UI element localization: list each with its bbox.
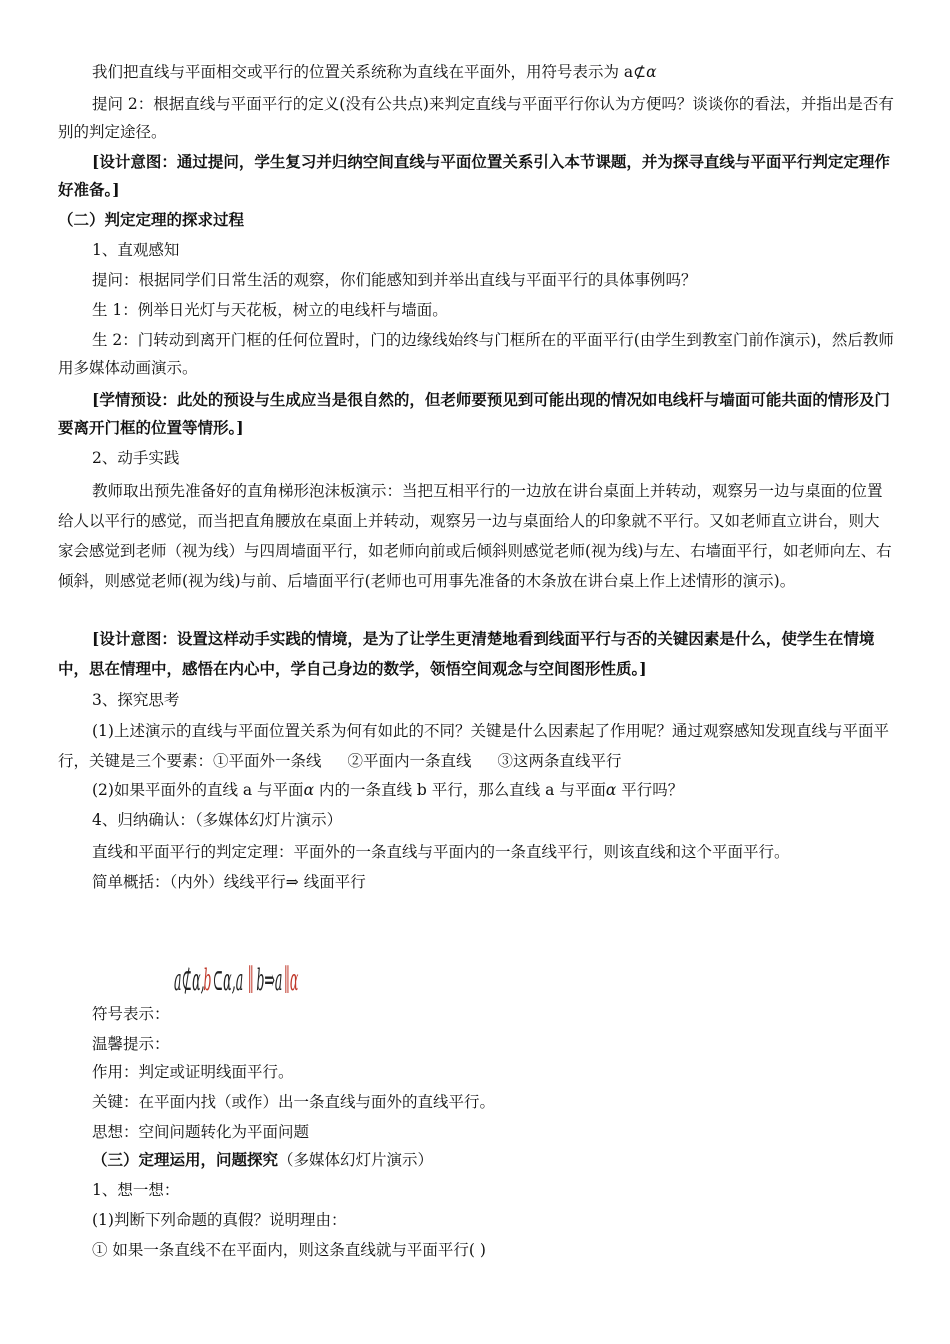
step-1-title: 1、直观感知 xyxy=(92,241,180,259)
section-3-heading: （三）定理运用，问题探究（多媒体幻灯片演示） xyxy=(92,1150,434,1169)
think-question: (1)判断下列命题的真假？说明理由： xyxy=(92,1211,347,1229)
element-1: ①平面外一条线 xyxy=(213,752,322,770)
simple-summary: 简单概括：（内外）线线平行⇒ 线面平行 xyxy=(92,873,366,891)
svg-text:∥: ∥ xyxy=(247,963,254,998)
theorem-formula-image xyxy=(172,958,312,1006)
design-intent-1: [设计意图：通过提问，学生复习并归纳空间直线与平面位置关系引入本节课题，并为探寻直线与平面平行判定定理作好准备。] xyxy=(58,152,890,199)
learning-preset: [学情预设：此处的预设与生成应当是很自然的，但老师要预见到可能出现的情况如电线杆与墙面可能共面的情形及门要离开门框的位置等情形。] xyxy=(58,390,890,437)
step-2-title: 2、动手实践 xyxy=(92,449,180,467)
svg-text:b⇒a: b⇒a xyxy=(256,963,283,998)
step-3-para-2: (2)如果平面外的直线 a 与平面α 内的一条直线 b 平行，那么直线 a 与平面α 平行吗？ xyxy=(92,781,684,799)
paragraph-line-plane-outside: 我们把直线与平面相交或平行的位置关系统称为直线在平面外，用符号表示为 a⊄α xyxy=(92,63,657,81)
question-2: 提问 2：根据直线与平面平行的定义(没有公共点)来判定直线与平面平行你认为方便吗？谈谈你的看法，并指出是否有别的判定途径。 xyxy=(58,95,894,141)
step-3-para-1: (1)上述演示的直线与平面位置关系为何有如此的不同？关键是什么因素起了作用呢？通过观察感知发现直线与平面平行，关键是三个要素：①平面外一条线 ②平面内一条直线 ③这两条直线平行 xyxy=(58,722,889,770)
think-title: 1、想一想： xyxy=(92,1181,180,1199)
svg-text:⊂α,a: ⊂α,a xyxy=(212,963,244,998)
tip-key: 关键：在平面内找（或作）出一条直线与面外的直线平行。 xyxy=(92,1093,496,1111)
alpha-symbol: α xyxy=(646,63,657,81)
student-2-answer: 生 2：门转动到离开门框的任何位置时，门的边缘线始终与门框所在的平面平行(由学生到教室门前作演示)，然后教师用多媒体动画演示。 xyxy=(58,331,894,377)
step-2-body: 教师取出预先准备好的直角梯形泡沫板演示：当把互相平行的一边放在讲台桌面上并转动，观察另一边与桌面的位置给人以平行的感觉，而当把直角腰放在桌面上并转动，观察另一边与桌面给人的印象就不平行。又如老师直立讲台，则大家会感觉到老师（视为线）与四周墙面平行，如老师向前或后倾斜则感觉老师(视为线)与左、右墙面平行，如老师向左、右倾斜，则感觉老师(视为线)与前、后墙面平行(老师也可用事先准备的木条放在讲台桌上作上述情形的演示)。 xyxy=(58,482,892,590)
alpha-symbol: α xyxy=(303,781,315,799)
tip-label: 温馨提示： xyxy=(92,1035,170,1053)
not-subset-symbol: ⊄ xyxy=(633,63,647,81)
design-intent-2: [设计意图：设置这样动手实践的情境，是为了让学生更清楚地看到线面平行与否的关键因素是什么，使学生在情境中，思在情理中，感悟在内心中，学自己身边的数学，领悟空间观念与空间图形性质。] xyxy=(58,629,875,678)
element-2: ②平面内一条直线 xyxy=(347,752,472,770)
tip-use: 作用：判定或证明线面平行。 xyxy=(92,1063,294,1081)
student-1-answer: 生 1：例举日光灯与天花板，树立的电线杆与墙面。 xyxy=(92,301,448,319)
svg-text:a⊄α,: a⊄α, xyxy=(174,963,205,998)
symbol-label: 符号表示： xyxy=(92,1005,170,1023)
step-4-title: 4、归纳确认：（多媒体幻灯片演示） xyxy=(92,811,343,829)
theorem-statement: 直线和平面平行的判定定理：平面外的一条直线与平面内的一条直线平行，则该直线和这个平面平行。 xyxy=(92,843,790,861)
think-item-1: ① 如果一条直线不在平面内，则这条直线就与平面平行( ) xyxy=(92,1241,486,1259)
element-3: ③这两条直线平行 xyxy=(497,752,622,770)
step-1-question: 提问：根据同学们日常生活的观察，你们能感知到并举出直线与平面平行的具体事例吗？ xyxy=(92,271,697,289)
step-3-title: 3、探究思考 xyxy=(92,691,180,709)
svg-text:∥α: ∥α xyxy=(284,963,299,998)
tip-idea: 思想：空间问题转化为平面问题 xyxy=(92,1123,310,1141)
alpha-symbol: α xyxy=(605,781,617,799)
svg-text:b: b xyxy=(203,963,212,998)
section-2-heading: （二）判定定理的探求过程 xyxy=(58,210,245,229)
implies-arrow: ⇒ xyxy=(285,873,299,891)
